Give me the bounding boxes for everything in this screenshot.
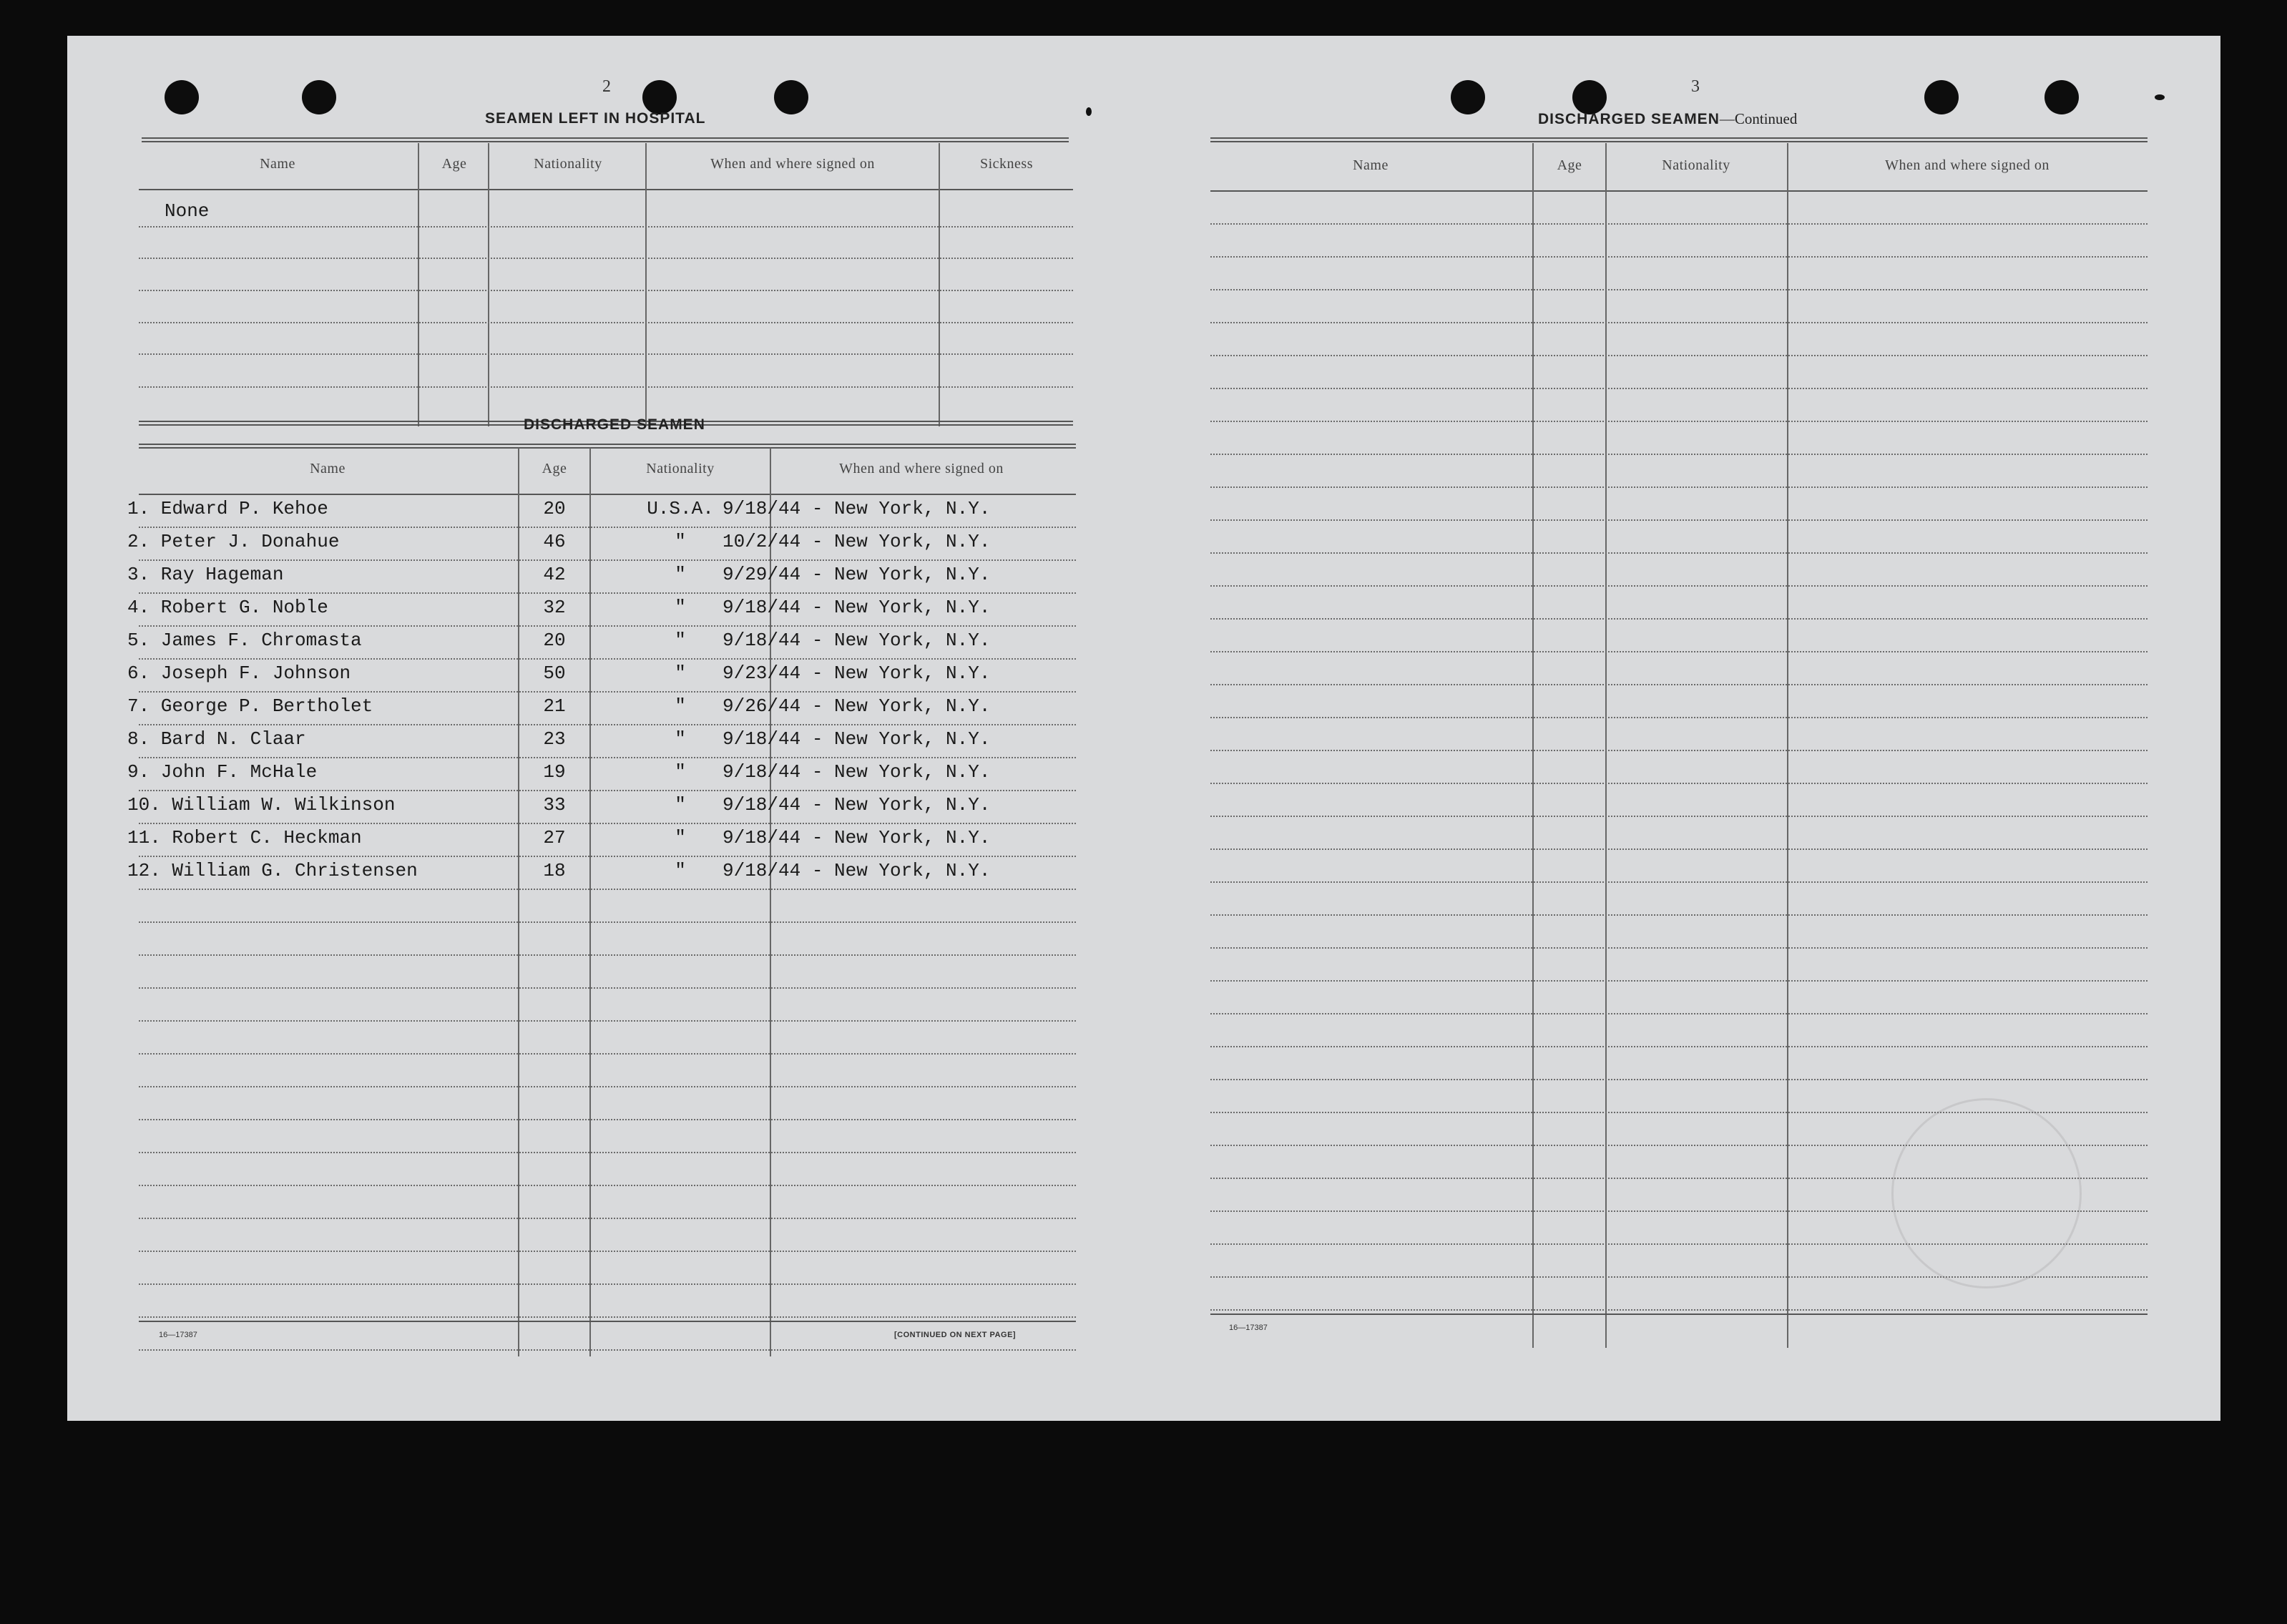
table-row-line xyxy=(139,691,1076,693)
table-row-line xyxy=(1210,1309,2148,1311)
cell-age: 27 xyxy=(543,827,566,848)
cell-signed-on: 9/29/44 - New York, N.Y. xyxy=(723,564,991,585)
title-main: DISCHARGED SEAMEN xyxy=(1538,111,1720,127)
table-row-line xyxy=(139,1185,1076,1186)
cell-nationality: " xyxy=(675,728,686,750)
table-row-line xyxy=(139,1349,1076,1351)
table-row-line xyxy=(139,987,1076,989)
cell-age: 50 xyxy=(543,662,566,684)
cell-signed-on: 9/18/44 - New York, N.Y. xyxy=(723,860,991,881)
header-age: Age xyxy=(1557,157,1582,173)
cell-signed-on: 9/18/44 - New York, N.Y. xyxy=(723,728,991,750)
table-row-line xyxy=(1210,454,2148,455)
title-rule xyxy=(139,444,1076,449)
table-row-line xyxy=(1210,322,2148,323)
cell-age: 18 xyxy=(543,860,566,881)
cell-age: 46 xyxy=(543,531,566,552)
table-row-line xyxy=(1210,1013,2148,1014)
table-row-line xyxy=(1210,355,2148,356)
table-row-line xyxy=(139,757,1076,758)
cell-name: 4. Robert G. Noble xyxy=(127,597,328,618)
header-rule xyxy=(1210,190,2148,192)
table-row-line xyxy=(1210,684,2148,685)
table-row-line xyxy=(1210,816,2148,817)
table-row-line xyxy=(1210,881,2148,883)
col-divider xyxy=(1532,143,1534,1348)
title-rule xyxy=(142,137,1069,142)
table-row-line xyxy=(139,889,1076,890)
header-name: Name xyxy=(1353,157,1389,173)
table-row-line xyxy=(139,954,1076,956)
table-row-line xyxy=(139,1053,1076,1055)
table-row-line xyxy=(139,724,1076,725)
table-row-line xyxy=(139,790,1076,791)
table-row-line xyxy=(139,386,1073,388)
cell-name: 9. John F. McHale xyxy=(127,761,318,783)
cell-name: 7. George P. Bertholet xyxy=(127,695,373,717)
table-row-line xyxy=(139,625,1076,627)
cell-age: 42 xyxy=(543,564,566,585)
cell-age: 33 xyxy=(543,794,566,816)
table-bottom-rule xyxy=(1210,1314,2148,1315)
header-age: Age xyxy=(441,156,467,172)
table-row-line xyxy=(139,322,1073,323)
table-row-line xyxy=(139,353,1073,355)
cell-age: 23 xyxy=(543,728,566,750)
table-row-line xyxy=(139,1020,1076,1022)
table-row-line xyxy=(1210,750,2148,751)
table-row-line xyxy=(139,823,1076,824)
table-row-line xyxy=(139,1316,1076,1318)
cell-name: 12. William G. Christensen xyxy=(127,860,418,881)
header-sickness: Sickness xyxy=(980,156,1033,172)
table-row-line xyxy=(139,1283,1076,1285)
hospital-none-entry: None xyxy=(165,200,210,222)
cell-signed-on: 9/18/44 - New York, N.Y. xyxy=(723,597,991,618)
table-row-line xyxy=(139,856,1076,857)
cell-signed-on: 9/18/44 - New York, N.Y. xyxy=(723,761,991,783)
table-row-line xyxy=(139,258,1073,259)
title-suffix: —Continued xyxy=(1719,110,1798,127)
col-divider xyxy=(645,143,647,426)
table-row-line xyxy=(139,1119,1076,1120)
header-signed-on: When and where signed on xyxy=(710,156,875,172)
cell-nationality: " xyxy=(675,630,686,651)
table-row-line xyxy=(1210,848,2148,850)
cell-nationality: " xyxy=(675,695,686,717)
table-row-line xyxy=(139,1152,1076,1153)
table-row-line xyxy=(1210,717,2148,718)
hospital-section-title: SEAMEN LEFT IN HOSPITAL xyxy=(485,110,706,127)
table-row-line xyxy=(1210,618,2148,620)
cell-nationality: U.S.A. xyxy=(647,498,714,519)
table-row-line xyxy=(1210,1079,2148,1080)
table-row-line xyxy=(1210,519,2148,521)
table-row-line xyxy=(139,592,1076,594)
faded-stamp xyxy=(1891,1098,2082,1288)
table-row-line xyxy=(139,290,1073,291)
table-row-line xyxy=(1210,980,2148,982)
table-row-line xyxy=(1210,421,2148,422)
table-row-line xyxy=(139,226,1073,228)
continued-note: [CONTINUED ON NEXT PAGE] xyxy=(894,1331,1017,1339)
col-divider xyxy=(939,143,940,426)
col-divider xyxy=(1787,143,1788,1348)
table-row-line xyxy=(1210,651,2148,652)
table-row-line xyxy=(1210,289,2148,290)
table-row-line xyxy=(139,1218,1076,1219)
header-name: Name xyxy=(260,156,295,172)
header-nationality: Nationality xyxy=(646,461,715,476)
cell-signed-on: 9/26/44 - New York, N.Y. xyxy=(723,695,991,717)
right-page xyxy=(1147,36,2220,1421)
cell-name: 5. James F. Chromasta xyxy=(127,630,362,651)
cell-age: 21 xyxy=(543,695,566,717)
cell-name: 11. Robert C. Heckman xyxy=(127,827,362,848)
cell-age: 32 xyxy=(543,597,566,618)
cell-age: 20 xyxy=(543,498,566,519)
cell-signed-on: 10/2/44 - New York, N.Y. xyxy=(723,531,991,552)
table-row-line xyxy=(1210,1046,2148,1047)
cell-nationality: " xyxy=(675,662,686,684)
cell-name: 1. Edward P. Kehoe xyxy=(127,498,328,519)
table-row-line xyxy=(139,527,1076,528)
cell-signed-on: 9/18/44 - New York, N.Y. xyxy=(723,794,991,816)
table-row-line xyxy=(1210,486,2148,488)
cell-nationality: " xyxy=(675,794,686,816)
cell-name: 6. Joseph F. Johnson xyxy=(127,662,351,684)
header-rule xyxy=(139,494,1076,495)
table-bottom-rule xyxy=(139,1321,1076,1322)
form-number: 16—17387 xyxy=(159,1331,197,1339)
form-number: 16—17387 xyxy=(1229,1324,1268,1332)
title-rule xyxy=(1210,137,2148,142)
cell-name: 8. Bard N. Claar xyxy=(127,728,306,750)
col-divider xyxy=(488,143,489,426)
page-number: 3 xyxy=(1691,77,1700,96)
header-signed-on: When and where signed on xyxy=(1885,157,2050,173)
cell-nationality: " xyxy=(675,827,686,848)
cell-nationality: " xyxy=(675,597,686,618)
header-name: Name xyxy=(310,461,346,476)
header-age: Age xyxy=(542,461,567,476)
document-sheet xyxy=(67,36,2220,1421)
table-row-line xyxy=(139,559,1076,561)
table-row-line xyxy=(1210,256,2148,258)
header-nationality: Nationality xyxy=(1662,157,1730,173)
cell-signed-on: 9/23/44 - New York, N.Y. xyxy=(723,662,991,684)
cell-nationality: " xyxy=(675,564,686,585)
table-row-line xyxy=(139,921,1076,923)
table-row-line xyxy=(1210,223,2148,225)
continued-section-title xyxy=(1538,110,1797,128)
table-row-line xyxy=(1210,947,2148,949)
cell-name: 10. William W. Wilkinson xyxy=(127,794,396,816)
cell-name: 3. Ray Hageman xyxy=(127,564,284,585)
cell-age: 20 xyxy=(543,630,566,651)
table-row-line xyxy=(139,1251,1076,1252)
col-divider xyxy=(1605,143,1607,1348)
cell-age: 19 xyxy=(543,761,566,783)
table-row-line xyxy=(1210,585,2148,587)
page-number: 2 xyxy=(602,77,611,96)
table-row-line xyxy=(1210,783,2148,784)
cell-signed-on: 9/18/44 - New York, N.Y. xyxy=(723,630,991,651)
left-page xyxy=(67,36,1140,1421)
header-nationality: Nationality xyxy=(534,156,602,172)
table-row-line xyxy=(139,658,1076,660)
cell-name: 2. Peter J. Donahue xyxy=(127,531,340,552)
header-signed-on: When and where signed on xyxy=(839,461,1004,476)
table-row-line xyxy=(1210,388,2148,389)
table-row-line xyxy=(139,1086,1076,1087)
header-rule xyxy=(139,189,1073,190)
cell-nationality: " xyxy=(675,761,686,783)
cell-signed-on: 9/18/44 - New York, N.Y. xyxy=(723,498,991,519)
table-row-line xyxy=(1210,914,2148,916)
col-divider xyxy=(418,143,419,426)
cell-nationality: " xyxy=(675,860,686,881)
table-row-line xyxy=(1210,552,2148,554)
cell-signed-on: 9/18/44 - New York, N.Y. xyxy=(723,827,991,848)
discharged-section-title: DISCHARGED SEAMEN xyxy=(524,416,705,433)
cell-nationality: " xyxy=(675,531,686,552)
